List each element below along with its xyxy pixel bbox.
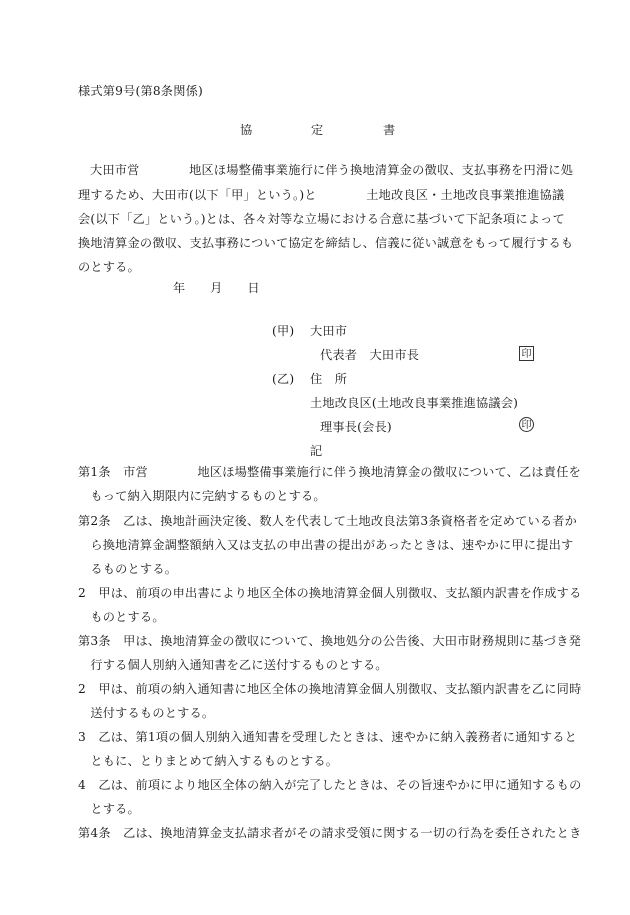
article-line: 第1条 市営 地区ほ場整備事業施行に伴う換地清算金の徴収について、乙は責任を bbox=[78, 465, 581, 479]
form-number: 様式第9号(第8条関係) bbox=[78, 84, 203, 98]
article-line: 第2条 乙は、換地計画決定後、数人を代表して土地改良法第3条資格者を定めている者か bbox=[78, 514, 578, 528]
seal-mark: 印 bbox=[519, 346, 534, 361]
article-line: ともに、とりまとめて納入するものとする。 bbox=[78, 754, 339, 768]
title-char: 書 bbox=[383, 123, 396, 137]
preamble-line: 大田市営 地区ほ場整備事業施行に伴う換地清算金の徴収、支払事務を円滑に処 bbox=[90, 163, 574, 177]
article-line: ら換地清算金調整額納入又は支払の申出書の提出があったときは、速やかに甲に提出す bbox=[78, 538, 574, 552]
party-b-address-label: 住 所 bbox=[310, 372, 348, 386]
preamble-line: 会(以下「乙」という。)とは、各々対等な立場における合意に基づいて下記条項によって bbox=[78, 212, 565, 226]
ki-heading: 記 bbox=[310, 444, 323, 458]
article-line: 第3条 甲は、換地清算金の徴収について、換地処分の公告後、大田市財務規則に基づき発 bbox=[78, 634, 581, 648]
preamble-line: のとする。 bbox=[78, 260, 140, 274]
preamble-line: 換地清算金の徴収、支払事務について協定を締結し、信義に従い誠意をもって履行するも bbox=[78, 236, 574, 250]
article-line: 2 甲は、前項の納入通知書に地区全体の換地清算金個人別徴収、支払額内訳書を乙に同時 bbox=[78, 682, 582, 696]
article-line: 送付するものとする。 bbox=[78, 706, 215, 720]
preamble-line: 理するため、大田市(以下「甲」という。)と 土地改良区・土地改良事業推進協議 bbox=[78, 188, 565, 202]
party-a-mark: (甲) bbox=[272, 324, 295, 338]
party-b-mark: (乙) bbox=[272, 372, 295, 386]
article-line: 2 甲は、前項の申出書により地区全体の換地清算金個人別徴収、支払額内訳書を作成する bbox=[78, 586, 582, 600]
article-line: 4 乙は、前項により地区全体の納入が完了したときは、その旨速やかに甲に通知するもの bbox=[78, 778, 582, 792]
article-line: ものとする。 bbox=[78, 610, 165, 624]
article-line: もって納入期限内に完納するものとする。 bbox=[78, 489, 326, 503]
article-line: とする。 bbox=[78, 802, 140, 816]
party-b-organization: 土地改良区(土地改良事業推進協議会) bbox=[310, 396, 519, 410]
party-a-name: 大田市 bbox=[310, 324, 348, 338]
date-line: 年 月 日 bbox=[173, 281, 260, 295]
party-a-representative: 代表者 大田市長 bbox=[320, 348, 420, 362]
article-line: るものとする。 bbox=[78, 562, 178, 576]
title-char: 協 bbox=[240, 123, 253, 137]
seal-mark: 印 bbox=[519, 417, 534, 432]
party-b-representative: 理事長(会長) bbox=[320, 420, 392, 434]
article-line: 第4条 乙は、換地清算金支払請求者がその請求受領に関する一切の行為を委任されたとき bbox=[78, 826, 582, 840]
article-line: 行する個人別納入通知書を乙に送付するものとする。 bbox=[78, 658, 388, 672]
article-line: 3 乙は、第1項の個人別納入通知書を受理したときは、速やかに納入義務者に通知すると bbox=[78, 730, 578, 744]
title-char: 定 bbox=[311, 123, 324, 137]
